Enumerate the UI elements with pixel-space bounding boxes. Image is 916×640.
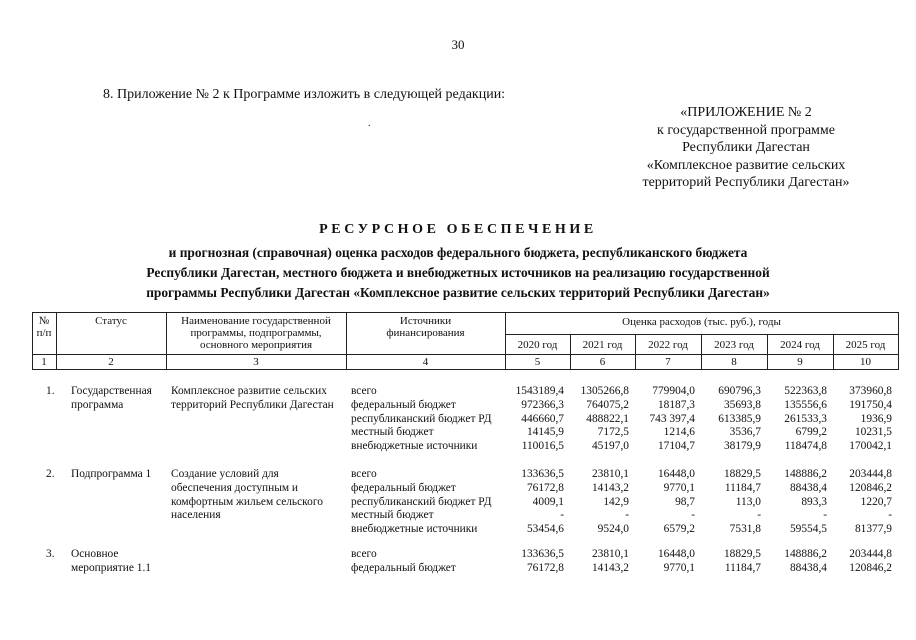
header-year: 2025 год (845, 339, 886, 351)
header-name-line: Наименование государственной (181, 315, 331, 327)
value-cell: - (757, 509, 761, 522)
row-status (71, 468, 151, 482)
value-cell: 120846,2 (849, 561, 892, 574)
header-year: 2020 год (517, 339, 558, 351)
value-cell: 118474,8 (784, 440, 827, 453)
year-values-2021 (570, 385, 629, 454)
header-name-line: программы, подпрограммы, (190, 327, 322, 339)
value-cell: 76172,8 (526, 481, 564, 494)
year-values-2020 (505, 468, 564, 537)
year-values-2025 (833, 548, 892, 576)
value-cell: 18187,3 (657, 398, 695, 411)
year-values-2021 (570, 468, 629, 537)
value-cell: 488822,1 (586, 412, 629, 425)
stray-mark: . (368, 118, 371, 129)
page-number: 30 (451, 37, 465, 52)
value-cell: 120846,2 (849, 481, 892, 494)
table-row (32, 468, 898, 540)
table-header (32, 312, 898, 370)
column-number: 9 (797, 356, 803, 368)
row-status-line: Подпрограмма 1 (71, 468, 152, 480)
value-cell: 7172,5 (597, 426, 629, 439)
value-cell: 18829,5 (723, 468, 761, 480)
value-cell: 53454,6 (526, 523, 564, 536)
source-item: внебюджетные источники (351, 440, 478, 453)
value-cell: 14143,2 (591, 481, 629, 494)
rule (32, 369, 898, 370)
header-num (32, 315, 56, 339)
value-cell: 779904,0 (652, 385, 695, 397)
row-sources (351, 385, 492, 454)
header-sources-line: финансирования (386, 327, 465, 339)
subtitle-line: и прогнозная (справочная) оценка расходов федерального бюджета, республиканского бюджета (168, 245, 748, 260)
source-item: внебюджетные источники (351, 523, 478, 536)
column-number: 1 (41, 356, 47, 368)
row-status-line: Государственная (71, 385, 152, 397)
year-values-2025 (833, 385, 892, 454)
header-name-line: основного мероприятия (199, 339, 313, 351)
document-subtitle (60, 243, 856, 303)
year-values-2021 (570, 548, 629, 576)
year-values-2020 (505, 385, 564, 454)
value-cell: 7531,8 (729, 523, 761, 536)
value-cell: 16448,0 (657, 548, 695, 560)
value-cell: 133636,5 (521, 548, 564, 560)
value-cell: 148886,2 (784, 468, 827, 480)
value-cell: 76172,8 (526, 561, 564, 574)
value-cell: - (625, 509, 629, 522)
value-cell: 38179,9 (723, 440, 761, 453)
row-name (171, 468, 323, 523)
value-cell: 14143,2 (591, 561, 629, 574)
value-cell: 522363,8 (784, 385, 827, 397)
value-cell: 1305266,8 (580, 385, 629, 397)
header-year: 2024 год (780, 339, 820, 351)
value-cell: 88438,4 (789, 561, 827, 574)
column-number: 10 (860, 356, 871, 368)
year-values-2024 (767, 385, 827, 454)
value-cell: 142,9 (603, 495, 629, 508)
value-cell: 972366,3 (521, 398, 564, 411)
value-cell: 88438,4 (789, 481, 827, 494)
source-item: республиканский бюджет РД (351, 412, 492, 425)
row-status-line: мероприятие 1.1 (71, 561, 151, 574)
value-cell: 11184,7 (724, 481, 761, 494)
appendix-line: к государственной программе (657, 122, 835, 138)
document-title: РЕСУРСНОЕ ОБЕСПЕЧЕНИЕ (319, 222, 597, 237)
value-cell: 446660,7 (521, 412, 564, 425)
source-item: федеральный бюджет (351, 561, 456, 574)
value-cell: 690796,3 (718, 385, 761, 397)
value-cell: 893,3 (801, 495, 827, 508)
year-values-2023 (701, 385, 761, 454)
value-cell: 203444,8 (849, 548, 892, 560)
value-cell: 113,0 (735, 495, 761, 508)
subtitle-line: Республики Дагестан, местного бюджета и внебюджетных источников на реализацию государственной (146, 265, 770, 280)
value-cell: 3536,7 (729, 426, 761, 439)
value-cell: 613385,9 (718, 412, 761, 425)
value-cell: 9770,1 (663, 481, 695, 494)
year-values-2024 (767, 548, 827, 576)
table-row (32, 548, 898, 578)
row-name-line: Создание условий для (171, 468, 279, 480)
header-estimate: Оценка расходов (тыс. руб.), годы (622, 316, 781, 328)
value-cell: 191750,4 (849, 398, 892, 411)
value-cell: 18829,5 (723, 548, 761, 560)
column-number: 8 (731, 356, 737, 368)
row-status (71, 385, 152, 413)
row-sources (351, 548, 456, 576)
appendix-heading (600, 104, 892, 192)
header-sources (346, 315, 505, 339)
header-sources-line: Источники (399, 315, 452, 327)
header-status: Статус (95, 315, 127, 327)
source-item: местный бюджет (351, 426, 434, 439)
value-cell: 148886,2 (784, 548, 827, 560)
value-cell: 10231,5 (854, 426, 892, 439)
value-cell: 6579,2 (663, 523, 695, 536)
value-cell: 98,7 (675, 495, 695, 508)
value-cell: 16448,0 (657, 468, 695, 480)
year-values-2024 (767, 468, 827, 537)
value-cell: 743 397,4 (649, 412, 695, 425)
value-cell: 45197,0 (591, 440, 629, 453)
value-cell: - (888, 509, 892, 522)
value-cell: 81377,9 (854, 523, 892, 536)
appendix-line: территорий Республики Дагестан» (642, 175, 850, 190)
value-cell: 9524,0 (597, 523, 629, 536)
row-status-line: Основное (71, 548, 119, 560)
header-num-line: п/п (36, 327, 52, 339)
value-cell: 59554,5 (789, 523, 827, 536)
value-cell: 4009,1 (532, 495, 564, 508)
row-number: 1. (46, 385, 55, 397)
column-number: 6 (599, 356, 606, 368)
year-values-2022 (635, 385, 695, 454)
value-cell: 203444,8 (849, 468, 892, 480)
source-item: местный бюджет (351, 509, 434, 522)
value-cell: 133636,5 (521, 468, 564, 480)
rule (898, 312, 899, 370)
source-item: всего (351, 548, 377, 560)
appendix-line: Республики Дагестан (682, 140, 810, 155)
value-cell: 1220,7 (860, 495, 892, 508)
row-name-line: обеспечения доступным и (171, 481, 299, 494)
row-name (171, 385, 334, 413)
column-number: 5 (534, 356, 541, 368)
value-cell: 135556,6 (784, 398, 827, 411)
value-cell: 23810,1 (591, 468, 629, 480)
value-cell: - (823, 509, 827, 522)
value-cell: 9770,1 (663, 561, 695, 574)
header-year: 2021 год (582, 339, 623, 351)
value-cell: 35693,8 (723, 398, 761, 411)
column-number: 2 (108, 356, 114, 368)
value-cell: 764075,2 (586, 398, 629, 411)
row-name-line: Комплексное развитие сельских (171, 385, 327, 397)
source-item: республиканский бюджет РД (351, 495, 492, 508)
source-item: федеральный бюджет (351, 481, 456, 494)
rule (32, 312, 898, 313)
year-values-2022 (635, 548, 695, 576)
amendment-intro: 8. Приложение № 2 к Программе изложить в следующей редакции: (103, 87, 506, 102)
value-cell: 170042,1 (849, 440, 892, 453)
header-year: 2022 год (648, 339, 688, 351)
source-item: всего (351, 385, 377, 397)
year-values-2020 (505, 548, 564, 576)
value-cell: 110016,5 (521, 440, 564, 453)
value-cell: 373960,8 (849, 385, 892, 397)
source-item: федеральный бюджет (351, 398, 456, 411)
value-cell: 1543189,4 (515, 385, 564, 397)
value-cell: 1936,9 (860, 412, 892, 425)
header-num-line: № (38, 315, 50, 327)
appendix-line: «Комплексное развитие сельских (646, 157, 846, 173)
row-sources (351, 468, 492, 537)
year-values-2023 (701, 468, 761, 537)
value-cell: 11184,7 (724, 561, 761, 574)
year-values-2025 (833, 468, 892, 537)
value-cell: 23810,1 (591, 548, 629, 560)
row-number: 2. (46, 468, 55, 480)
rule (32, 354, 898, 355)
year-values-2022 (635, 468, 695, 537)
table-row (32, 385, 898, 457)
value-cell: 6799,2 (795, 426, 827, 439)
year-values-2023 (701, 548, 761, 576)
column-number: 3 (253, 356, 259, 368)
row-status (71, 548, 151, 576)
value-cell: 14145,9 (526, 426, 564, 439)
value-cell: - (560, 509, 564, 522)
value-cell: 17104,7 (657, 440, 695, 453)
row-name-line: населения (171, 509, 221, 522)
source-item: всего (351, 468, 377, 480)
column-number: 7 (665, 356, 671, 368)
subtitle-line: программы Республики Дагестан «Комплексное развитие сельских территорий Республики Дагестан» (146, 285, 770, 300)
row-status-line: программа (71, 398, 124, 411)
column-number: 4 (422, 356, 429, 368)
header-year: 2023 год (714, 339, 754, 351)
row-name-line: комфортным жильем сельского (171, 495, 323, 508)
row-number: 3. (46, 548, 55, 560)
value-cell: 261533,3 (784, 412, 827, 425)
appendix-line: «ПРИЛОЖЕНИЕ № 2 (680, 105, 812, 120)
header-name (166, 315, 346, 351)
value-cell: 1214,6 (663, 426, 695, 439)
value-cell: - (691, 509, 695, 522)
row-name-line: территорий Республики Дагестан (171, 398, 334, 411)
